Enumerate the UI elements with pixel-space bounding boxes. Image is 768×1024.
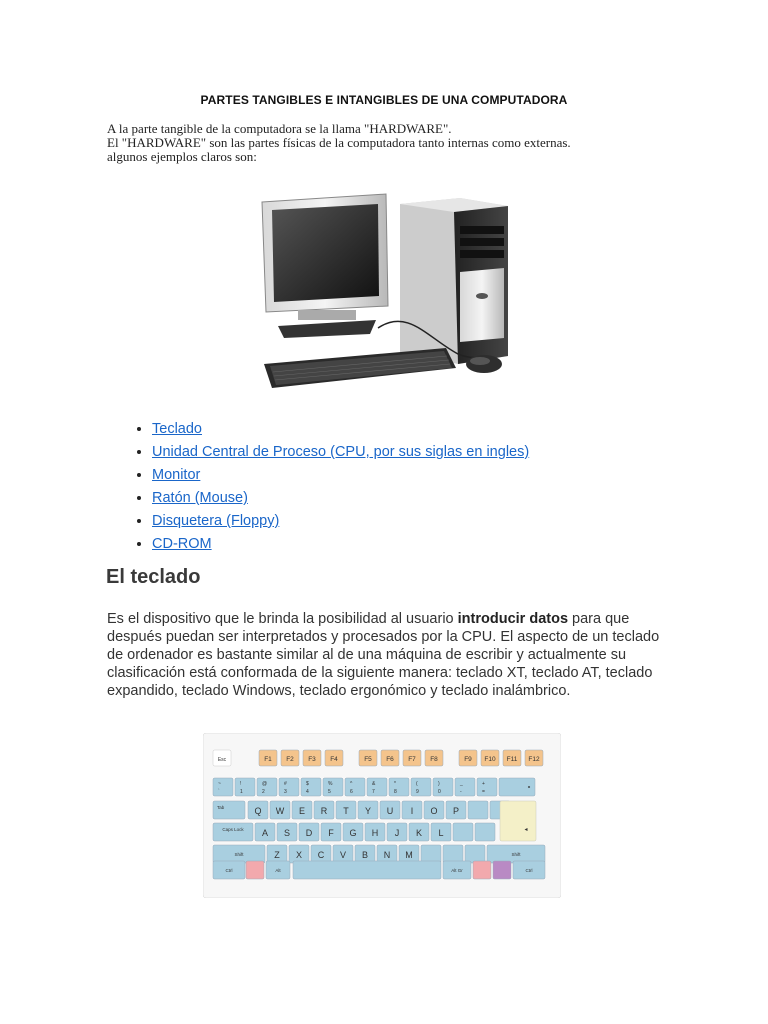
key-label: _ xyxy=(460,781,463,787)
key-label: D xyxy=(305,828,313,838)
key-label: Alt Gr xyxy=(451,868,463,873)
key-win xyxy=(473,861,491,879)
keyboard-graphic xyxy=(264,348,456,388)
link-floppy[interactable]: Disquetera (Floppy) xyxy=(152,513,280,529)
list-item xyxy=(152,510,529,533)
key-label: X xyxy=(295,850,303,860)
key-label: ^ xyxy=(350,781,353,787)
link-mouse[interactable]: Ratón (Mouse) xyxy=(152,490,248,506)
key-caps xyxy=(213,823,253,841)
key-label: M xyxy=(405,850,413,860)
key-label: F9 xyxy=(464,756,472,763)
key-label: * xyxy=(394,781,396,787)
key-number xyxy=(345,778,365,796)
key-label: L xyxy=(438,828,444,838)
paragraph-text: Es el dispositivo que le brinda la posibilidad al usuario xyxy=(107,611,458,627)
key-number xyxy=(279,778,299,796)
key-punct xyxy=(453,823,473,841)
keyboard-diagram xyxy=(203,733,561,898)
key-label: P xyxy=(452,806,460,816)
key-label: @ xyxy=(262,781,268,787)
key-label: ◂ xyxy=(524,827,528,833)
key-number xyxy=(213,778,233,796)
key-number xyxy=(477,778,497,796)
hardware-list xyxy=(120,418,529,556)
key-punct xyxy=(475,823,495,841)
key-label: B xyxy=(361,850,369,860)
link-monitor[interactable]: Monitor xyxy=(152,467,201,483)
key-label: 4 xyxy=(306,789,309,795)
key-label: F4 xyxy=(330,756,338,763)
key-label: U xyxy=(386,806,394,816)
key-label: E xyxy=(298,806,306,816)
key-label: R xyxy=(320,806,328,816)
key-label: 9 xyxy=(416,789,419,795)
key-label: N xyxy=(383,850,391,860)
key-label: 0 xyxy=(438,789,441,795)
key-label: 6 xyxy=(350,789,353,795)
key-number xyxy=(411,778,431,796)
key-label: F7 xyxy=(408,756,416,763)
key-menu xyxy=(493,861,511,879)
list-item xyxy=(152,533,529,556)
key-label: T xyxy=(343,806,349,816)
key-label: Alt xyxy=(275,868,281,873)
key-label: F6 xyxy=(386,756,394,763)
key-label: 3 xyxy=(284,789,287,795)
key-punct xyxy=(421,845,441,863)
key-win xyxy=(246,861,264,879)
key-label: + xyxy=(482,781,485,787)
monitor-graphic xyxy=(262,194,388,338)
link-cdrom[interactable]: CD-ROM xyxy=(152,536,212,552)
key-label: 7 xyxy=(372,789,375,795)
key-label: Esc xyxy=(217,757,227,763)
computer-image xyxy=(258,188,522,402)
key-number xyxy=(367,778,387,796)
page-title: PARTES TANGIBLES E INTANGIBLES DE UNA COMPUTADORA xyxy=(200,93,568,107)
key-tab xyxy=(213,801,245,819)
key-punct xyxy=(465,845,485,863)
key-label: ! xyxy=(240,781,242,787)
key-bracket xyxy=(468,801,488,819)
intro-line: A la parte tangible de la computadora se la llama "HARDWARE". xyxy=(107,121,452,136)
link-cpu[interactable]: Unidad Central de Proceso (CPU, por sus siglas en ingles) xyxy=(152,444,530,460)
key-number xyxy=(301,778,321,796)
key-label: V xyxy=(339,850,347,860)
cpu-tower-graphic xyxy=(400,198,508,364)
body-paragraph xyxy=(107,610,667,700)
key-label: = xyxy=(482,789,485,795)
list-item xyxy=(152,487,529,510)
key-label: K xyxy=(415,828,423,838)
key-number xyxy=(389,778,409,796)
key-label: O xyxy=(430,806,438,816)
key-label: F1 xyxy=(264,756,272,763)
key-label: S xyxy=(283,828,291,838)
intro-line: algunos ejemplos claros son: xyxy=(107,149,257,164)
key-label: ~ xyxy=(218,781,221,787)
key-label: 5 xyxy=(328,789,331,795)
key-label: G xyxy=(349,828,357,838)
key-label: F3 xyxy=(308,756,316,763)
key-label: A xyxy=(261,828,269,838)
list-item xyxy=(152,441,529,464)
key-label: I xyxy=(410,806,414,816)
key-label: F10 xyxy=(484,756,496,763)
key-label: Tab xyxy=(217,805,225,810)
key-label: Caps Lock xyxy=(222,827,244,832)
key-label: Y xyxy=(364,806,372,816)
key-label: F xyxy=(328,828,334,838)
key-number xyxy=(433,778,453,796)
key-label: 8 xyxy=(394,789,397,795)
intro-line: El "HARDWARE" son las partes físicas de la computadora tanto internas como externas. xyxy=(107,135,571,150)
intro-text xyxy=(107,122,571,164)
key-label: % xyxy=(328,781,333,787)
key-punct xyxy=(443,845,463,863)
key-label: F5 xyxy=(364,756,372,763)
key-label: H xyxy=(371,828,379,838)
key-label: Z xyxy=(274,850,280,860)
key-label: Shift xyxy=(511,852,521,857)
key-label: Q xyxy=(254,806,262,816)
paragraph-text: para que después puedan ser interpretados y procesados por la CPU. El aspecto de un teclado de ordenador es bastante similar al de una máquina de escribir y actualmente su clasificación está conformada de la siguiente manera: teclado XT, teclado AT, teclado expandido, teclado Windows, teclado ergonómico y teclado inalámbrico. xyxy=(107,611,660,699)
key-number xyxy=(235,778,255,796)
key-space xyxy=(293,861,441,879)
key-label: W xyxy=(275,806,285,816)
key-number xyxy=(323,778,343,796)
key-label: F12 xyxy=(528,756,540,763)
link-teclado[interactable]: Teclado xyxy=(152,421,202,437)
key-label: ( xyxy=(416,781,418,787)
key-label: # xyxy=(284,781,287,787)
list-item xyxy=(152,418,529,441)
paragraph-bold: introducir datos xyxy=(457,611,569,627)
key-label: Ctrl xyxy=(525,868,533,873)
key-label: F11 xyxy=(506,756,518,763)
key-label: F2 xyxy=(286,756,294,763)
list-item xyxy=(152,464,529,487)
key-label: ` xyxy=(218,789,220,795)
key-label: & xyxy=(372,781,376,787)
key-label: Shift xyxy=(234,852,244,857)
key-label: Ctrl xyxy=(225,868,233,873)
key-label: C xyxy=(317,850,325,860)
key-label: 2 xyxy=(262,789,265,795)
key-label: ) xyxy=(438,781,440,787)
key-label: ⬩ xyxy=(527,784,531,791)
key-label: $ xyxy=(306,781,309,787)
key-label: F8 xyxy=(430,756,438,763)
key-label: 1 xyxy=(240,789,243,795)
key-label: J xyxy=(394,828,400,838)
key-label: - xyxy=(460,789,462,795)
key-number xyxy=(455,778,475,796)
section-heading: El teclado xyxy=(106,566,201,588)
key-enter xyxy=(500,801,536,841)
